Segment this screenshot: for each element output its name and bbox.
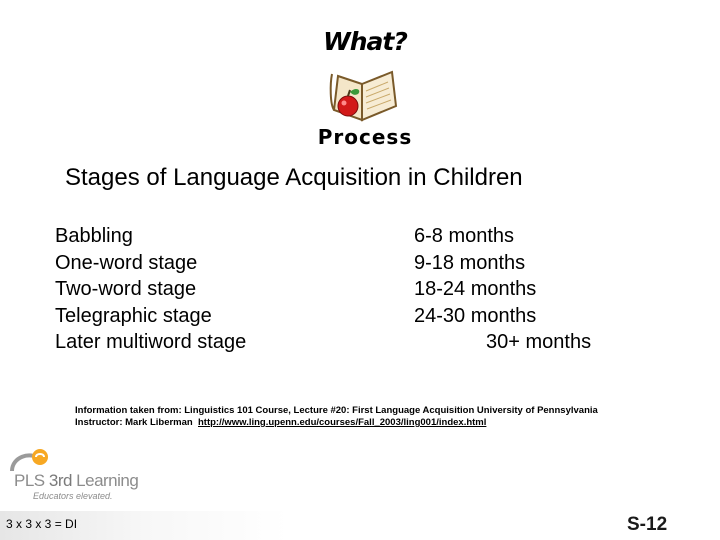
logo-wordmark: PLS 3rd Learning: [14, 471, 139, 490]
slide-heading: Stages of Language Acquisition in Children: [65, 164, 523, 191]
stage-name: Telegraphic stage: [55, 304, 212, 327]
footer-bar: [0, 511, 720, 540]
book-apple-icon: [328, 64, 400, 124]
source-instructor: Instructor: Mark Liberman: [75, 417, 193, 428]
stage-age: 30+ months: [486, 331, 592, 354]
stage-age: 6-8 months: [414, 225, 515, 247]
source-citation: [75, 405, 635, 429]
logo-tagline: Educators elevated.: [33, 491, 113, 501]
stage-age: 24-30 months: [414, 304, 537, 327]
stage-name: Later multiword stage: [55, 331, 247, 354]
stage-name: Babbling: [55, 225, 133, 247]
source-line: Information taken from: Linguistics 101 Course, Lecture #20: First Language Acquisition University of Pennsylvania: [75, 405, 598, 416]
pls-logo: [6, 447, 139, 501]
slide-number: S-12: [627, 514, 668, 535]
stage-age: 18-24 months: [414, 278, 537, 301]
stage-name: One-word stage: [55, 251, 198, 274]
footer-formula: 3 x 3 x 3 = DI: [6, 517, 78, 531]
slide-subtitle: Process: [317, 125, 413, 149]
stage-list: [55, 223, 246, 356]
age-list: [414, 223, 591, 356]
source-link[interactable]: http://www.ling.upenn.edu/courses/Fall_2003/ling001/index.html: [198, 417, 487, 428]
stage-age: 9-18 months: [414, 251, 526, 274]
slide-title: What?: [323, 27, 407, 56]
stage-name: Two-word stage: [55, 278, 197, 301]
